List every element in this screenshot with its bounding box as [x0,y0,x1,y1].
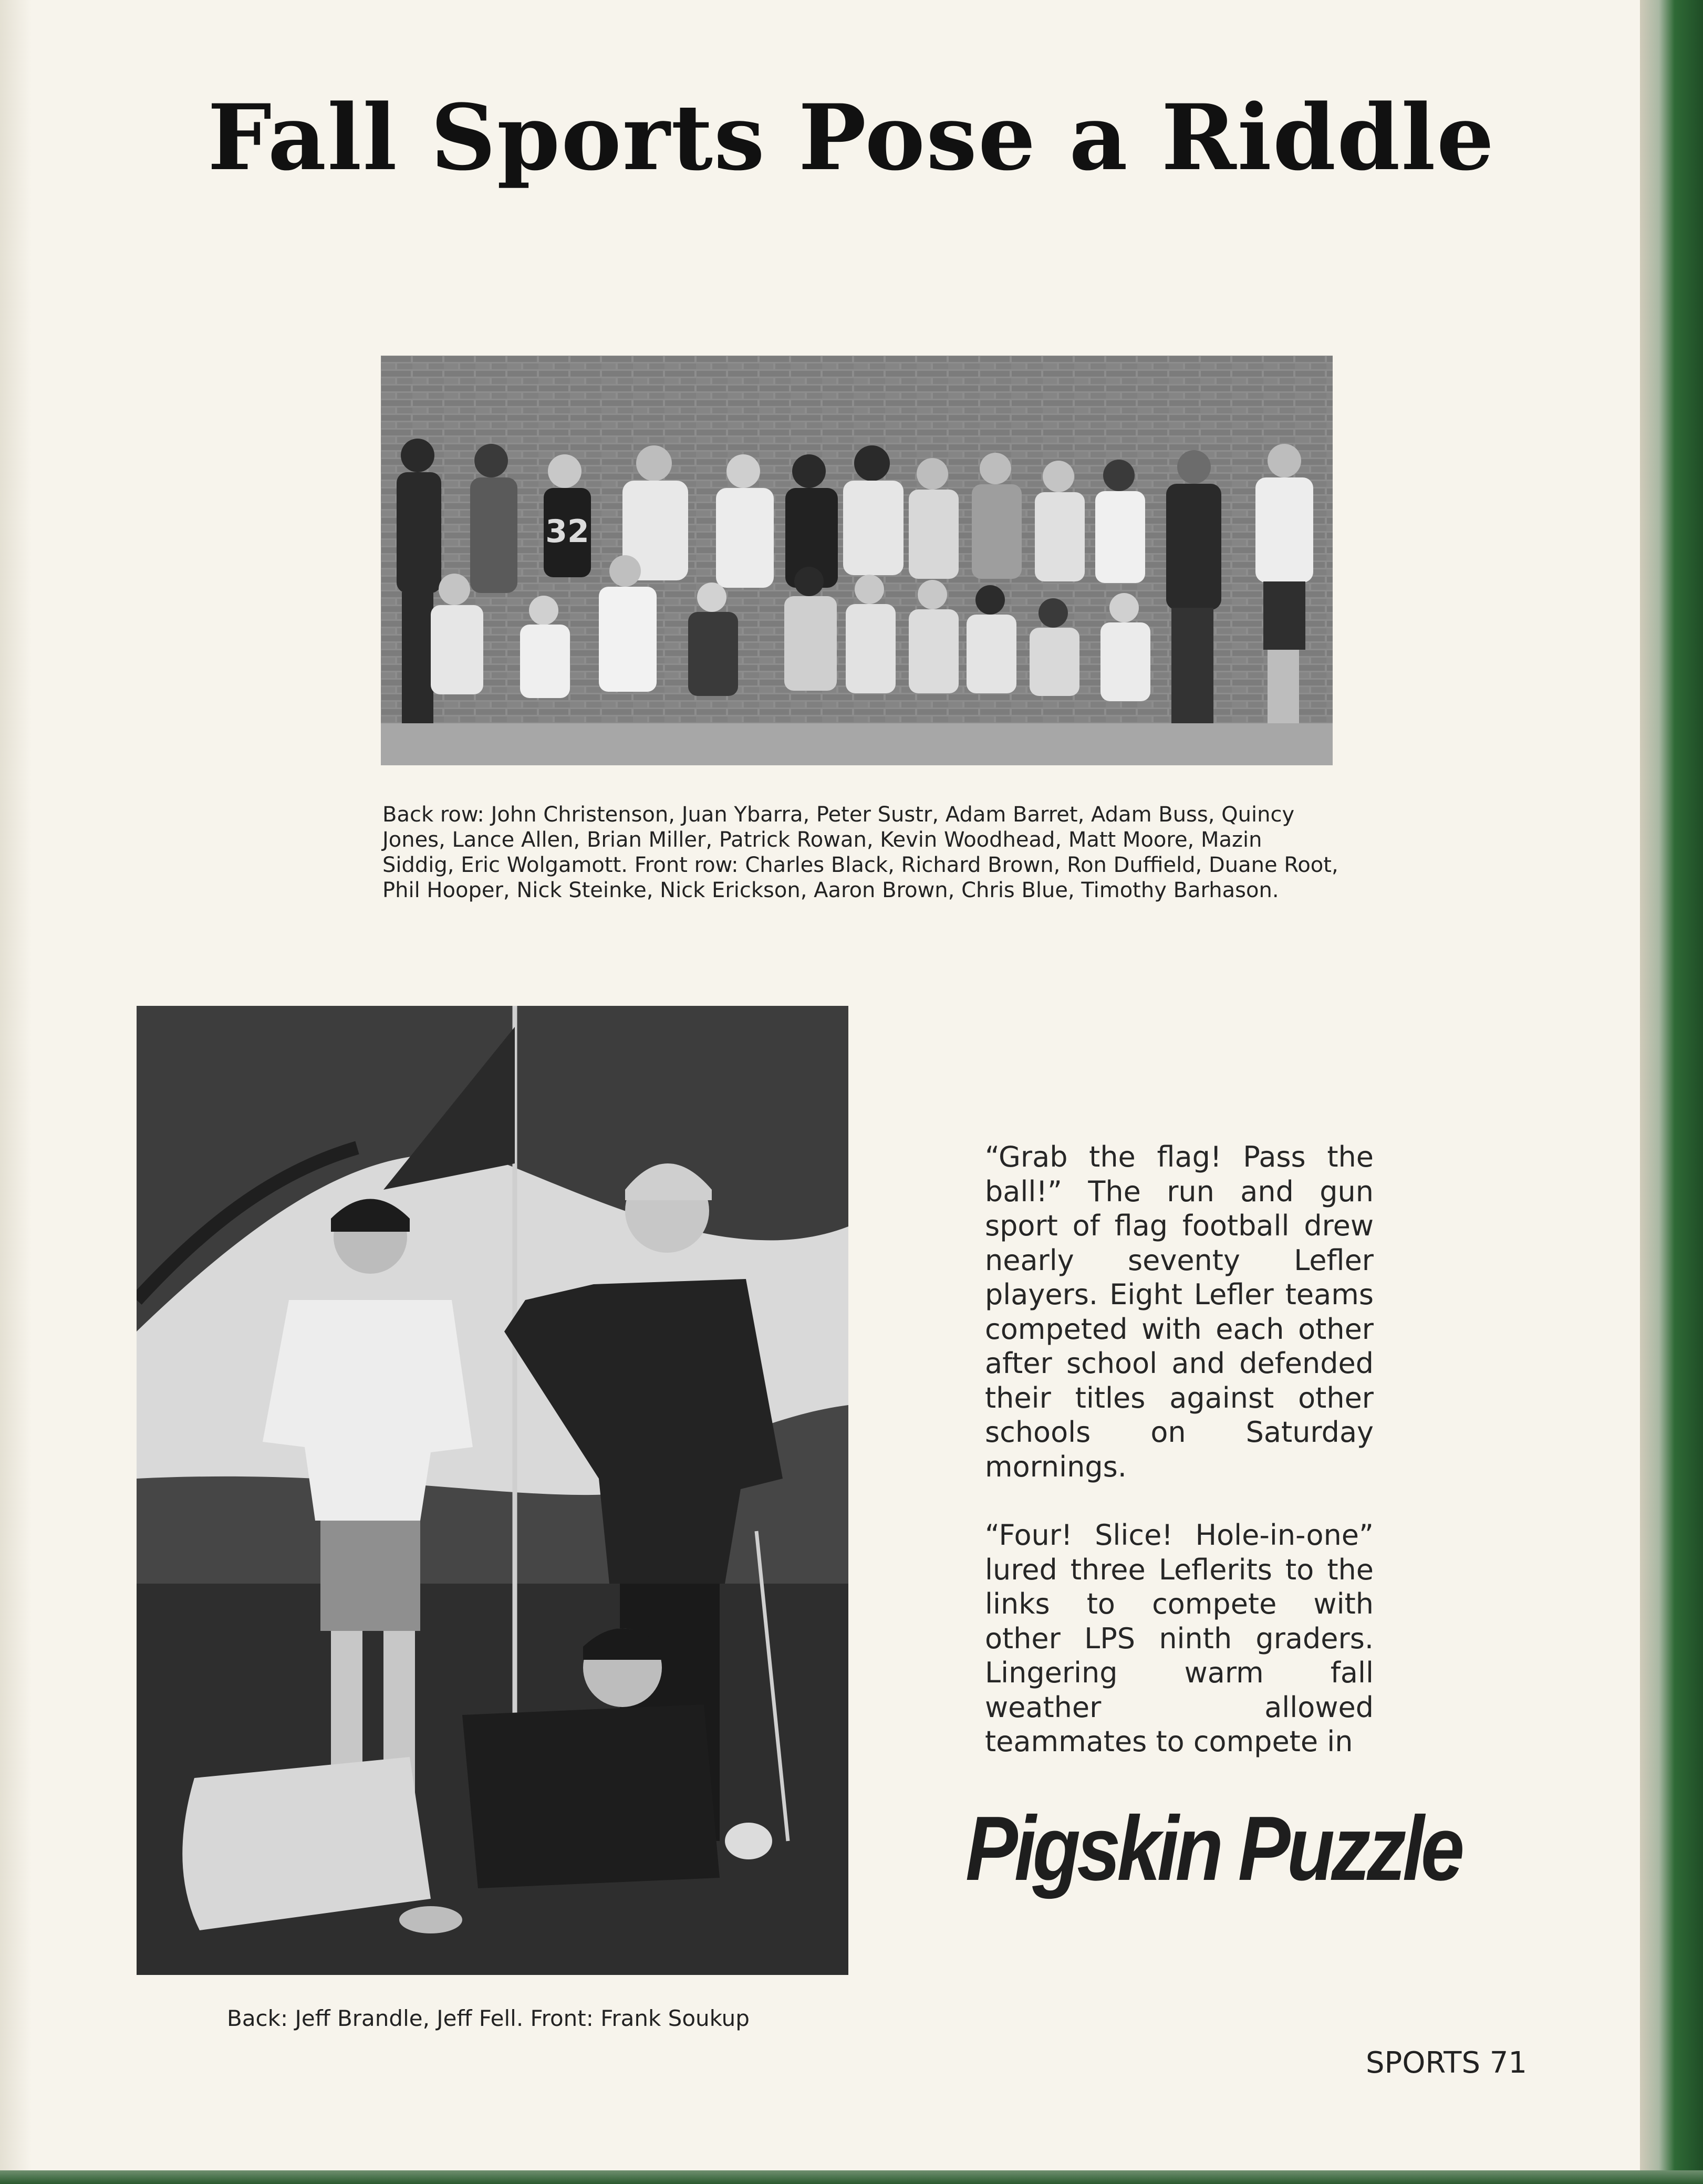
golf-photo [137,1006,848,1975]
story-headline: Pigskin Puzzle [965,1797,1461,1899]
team-photo-caption: Back row: John Christenson, Juan Ybarra, Peter Sustr, Adam Barret, Adam Buss, Quincy Jones, Lance Allen, Brian Miller, Patrick Rowan, Kevin Woodhead, Matt Moore, Mazin Siddig, Eric Wolgamott. Front row: Charles Black, Richard Brown, Ron Duffield, Duane Root, Phil Hooper, Nick Steinke, Nick Erickson, Aaron Brown, Chris Blue, Timothy Barhason. [382,803,1338,902]
golf-photo-caption: Back: Jeff Brandle, Jeff Fell. Front: Frank Soukup [227,2005,750,2031]
book-cover-edge [0,2170,1703,2184]
page-edge-shadow [0,0,32,2184]
page-number: 71 [1489,2046,1528,2080]
story-paragraph: “Four! Slice! Hole-in-one” lured three Leflerits to the links to compete with other LPS ninth graders. Lingering warm fall weather allowed teammates to compete in [985,1519,1374,1758]
page-title: Fall Sports Pose a Riddle [207,84,1496,191]
story-text [985,1140,1374,1793]
section-label: SPORTS [1366,2046,1480,2080]
jersey-number: 32 [545,513,589,550]
team-photo [381,356,1333,765]
book-binding [1640,0,1703,2184]
page-folio [1366,2046,1527,2080]
story-paragraph: “Grab the flag! Pass the ball!” The run and gun sport of flag football drew nearly seventy Lefler players. Eight Lefler teams competed with each other after school and defended their titles against other schools on Saturday mornings. [985,1140,1374,1483]
